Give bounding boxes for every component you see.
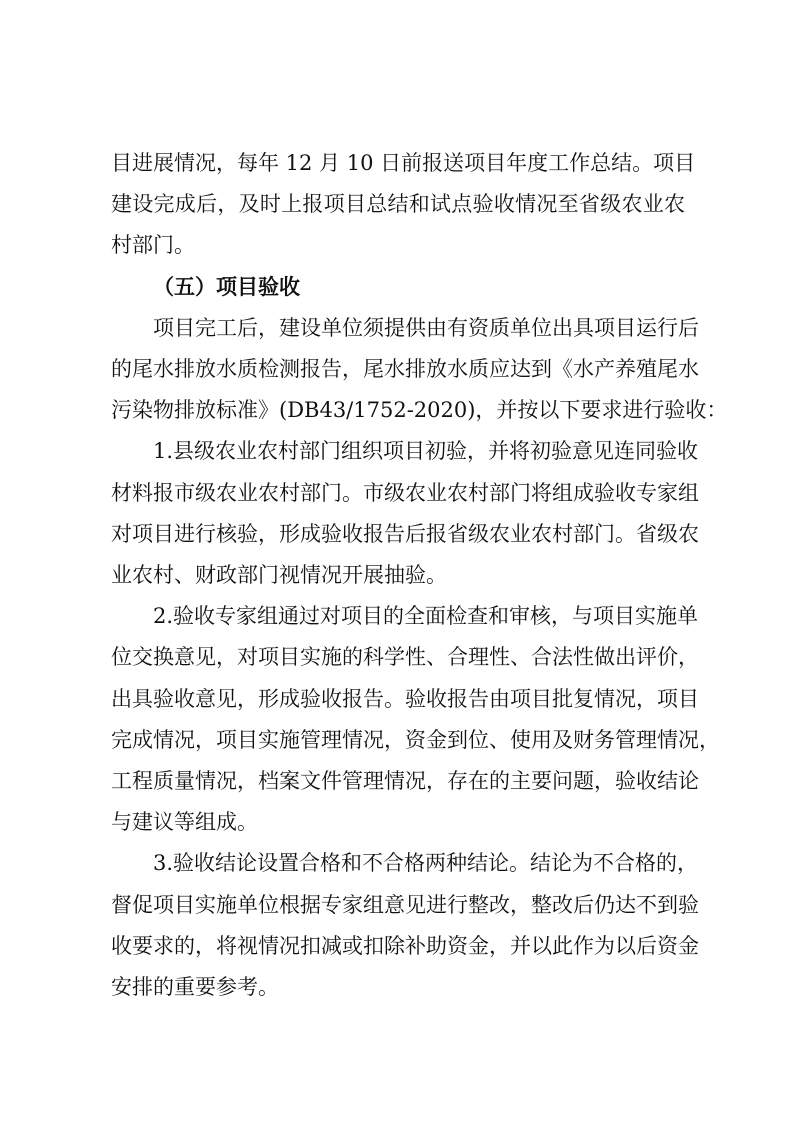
section-heading: （五）项目验收 bbox=[153, 275, 300, 299]
paragraph-line: 建设完成后，及时上报项目总结和试点验收情况至省级农业农 bbox=[111, 192, 685, 216]
paragraph-line: 完成情况，项目实施管理情况，资金到位、使用及财务管理情况， bbox=[111, 728, 720, 752]
paragraph-line: 收要求的，将视情况扣减或扣除补助资金，并以此作为以后资金 bbox=[111, 934, 699, 958]
paragraph-line: 工程质量情况，档案文件管理情况，存在的主要问题，验收结论 bbox=[111, 769, 699, 793]
paragraph-line: 督促项目实施单位根据专家组意见进行整改，整改后仍达不到验 bbox=[111, 893, 699, 917]
paragraph-line: 的尾水排放水质检测报告，尾水排放水质应达到《水产养殖尾水 bbox=[111, 357, 699, 381]
paragraph-line: 业农村、财政部门视情况开展抽验。 bbox=[111, 563, 447, 587]
paragraph-line: 1.县级农业农村部门组织项目初验，并将初验意见连同验收 bbox=[153, 439, 699, 463]
paragraph-line: 对项目进行核验，形成验收报告后报省级农业农村部门。省级农 bbox=[111, 522, 699, 546]
paragraph-line: 目进展情况，每年 12 月 10 日前报送项目年度工作总结。项目 bbox=[111, 151, 696, 175]
paragraph-line: 3.验收结论设置合格和不合格两种结论。结论为不合格的， bbox=[153, 851, 699, 875]
paragraph-line: 与建议等组成。 bbox=[111, 810, 258, 834]
paragraph-line: 村部门。 bbox=[111, 233, 195, 257]
paragraph-line: 位交换意见，对项目实施的科学性、合理性、合法性做出评价， bbox=[111, 645, 699, 669]
paragraph-line: 污染物排放标准》(DB43/1752-2020)，并按以下要求进行验收： bbox=[111, 398, 728, 422]
paragraph-line: 安排的重要参考。 bbox=[111, 975, 279, 999]
paragraph-line: 2.验收专家组通过对项目的全面检查和审核，与项目实施单 bbox=[153, 604, 699, 628]
paragraph-line: 材料报市级农业农村部门。市级农业农村部门将组成验收专家组 bbox=[111, 481, 699, 505]
paragraph-line: 出具验收意见，形成验收报告。验收报告由项目批复情况，项目 bbox=[111, 687, 699, 711]
paragraph-line: 项目完工后，建设单位须提供由有资质单位出具项目运行后 bbox=[153, 316, 699, 340]
